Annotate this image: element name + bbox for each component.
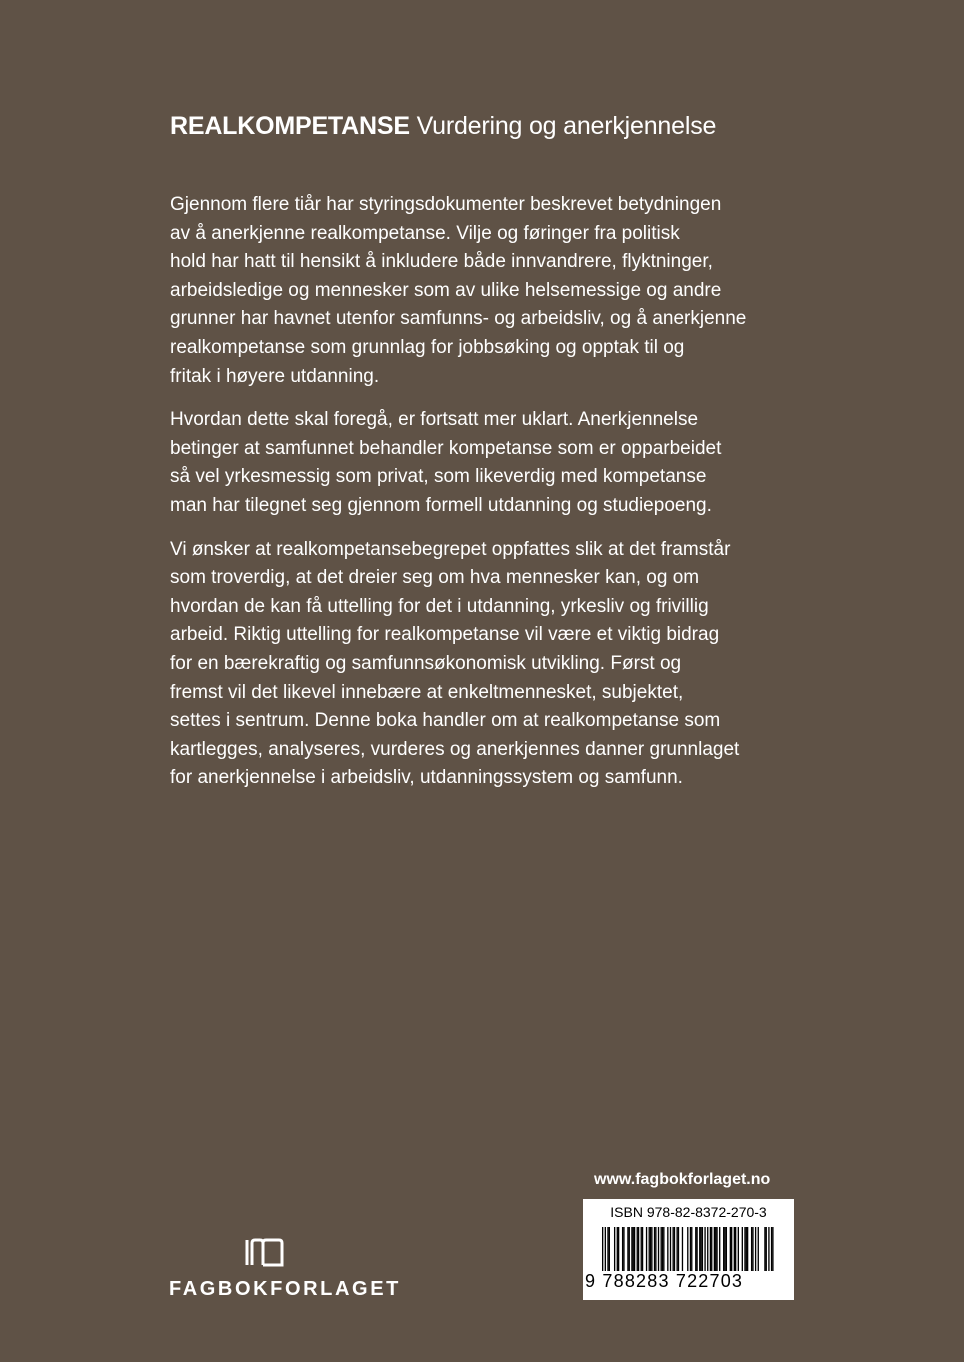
blurb-line: for en bærekraftig og samfunnsøkonomisk utvikling. Først og [170, 652, 682, 674]
blurb-paragraph-1 [170, 191, 810, 391]
publisher-book-icon [244, 1238, 284, 1268]
blurb-line: arbeidsledige og mennesker som av ulike helsemessige og andre [170, 279, 722, 301]
blurb-line: hvordan de kan få uttelling for det i utdanning, yrkesliv og frivillig [170, 595, 709, 617]
blurb-line: Hvordan dette skal foregå, er fortsatt mer uklart. Anerkjennelse [170, 409, 699, 431]
blurb-line: grunner har havnet utenfor samfunns- og arbeidsliv, og å anerkjenne [170, 308, 747, 330]
blurb-line: av å anerkjenne realkompetanse. Vilje og føringer fra politisk [170, 222, 680, 244]
isbn-label: ISBN 978-82-8372-270-3 [610, 1204, 767, 1220]
blurb-line: fremst vil det likevel innebære at enkeltmennesket, subjektet, [170, 681, 684, 703]
blurb-line: man har tilegnet seg gjennom formell utdanning og studiepoeng. [170, 494, 712, 516]
title-bold: REALKOMPETANSE [170, 112, 410, 140]
blurb-line: Gjennom flere tiår har styringsdokumenter beskrevet betydningen [170, 194, 722, 215]
blurb-line: arbeid. Riktig uttelling for realkompetanse vil være et viktig bidrag [170, 624, 720, 646]
barcode-panel [583, 1199, 794, 1300]
blurb-line: fritak i høyere utdanning. [170, 365, 380, 387]
book-title [170, 110, 716, 142]
blurb-paragraph-2 [170, 406, 810, 520]
blurb-line: Vi ønsker at realkompetansebegrepet oppfattes slik at det framstår [170, 538, 731, 560]
publisher-logo-text: FAGBOKFORLAGET [169, 1278, 401, 1300]
blurb-line: kartlegges, analyseres, vurderes og anerkjennes danner grunnlaget [170, 738, 740, 760]
blurb-line: realkompetanse som grunnlag for jobbsøking og opptak til og [170, 336, 685, 358]
publisher-website: www.fagbokforlaget.no [594, 1171, 771, 1188]
blurb-line: for anerkjennelse i arbeidsliv, utdanningssystem og samfunn. [170, 767, 683, 789]
blurb [170, 191, 810, 808]
blurb-line: så vel yrkesmessig som privat, som likeverdig med kompetanse [170, 466, 707, 488]
title-subtitle: Vurdering og anerkjennelse [416, 112, 717, 140]
blurb-line: hold har hatt til hensikt å inkludere både innvandrere, flyktninger, [170, 251, 713, 273]
barcode-digits: 9 788283 722703 [585, 1271, 744, 1291]
blurb-line: settes i sentrum. Denne boka handler om at realkompetanse som [170, 710, 721, 732]
blurb-line: betinger at samfunnet behandler kompetanse som er opparbeidet [170, 437, 722, 459]
blurb-line: som troverdig, at det dreier seg om hva mennesker kan, og om [170, 567, 700, 589]
barcode-icon [600, 1227, 775, 1273]
blurb-paragraph-3 [170, 536, 810, 793]
